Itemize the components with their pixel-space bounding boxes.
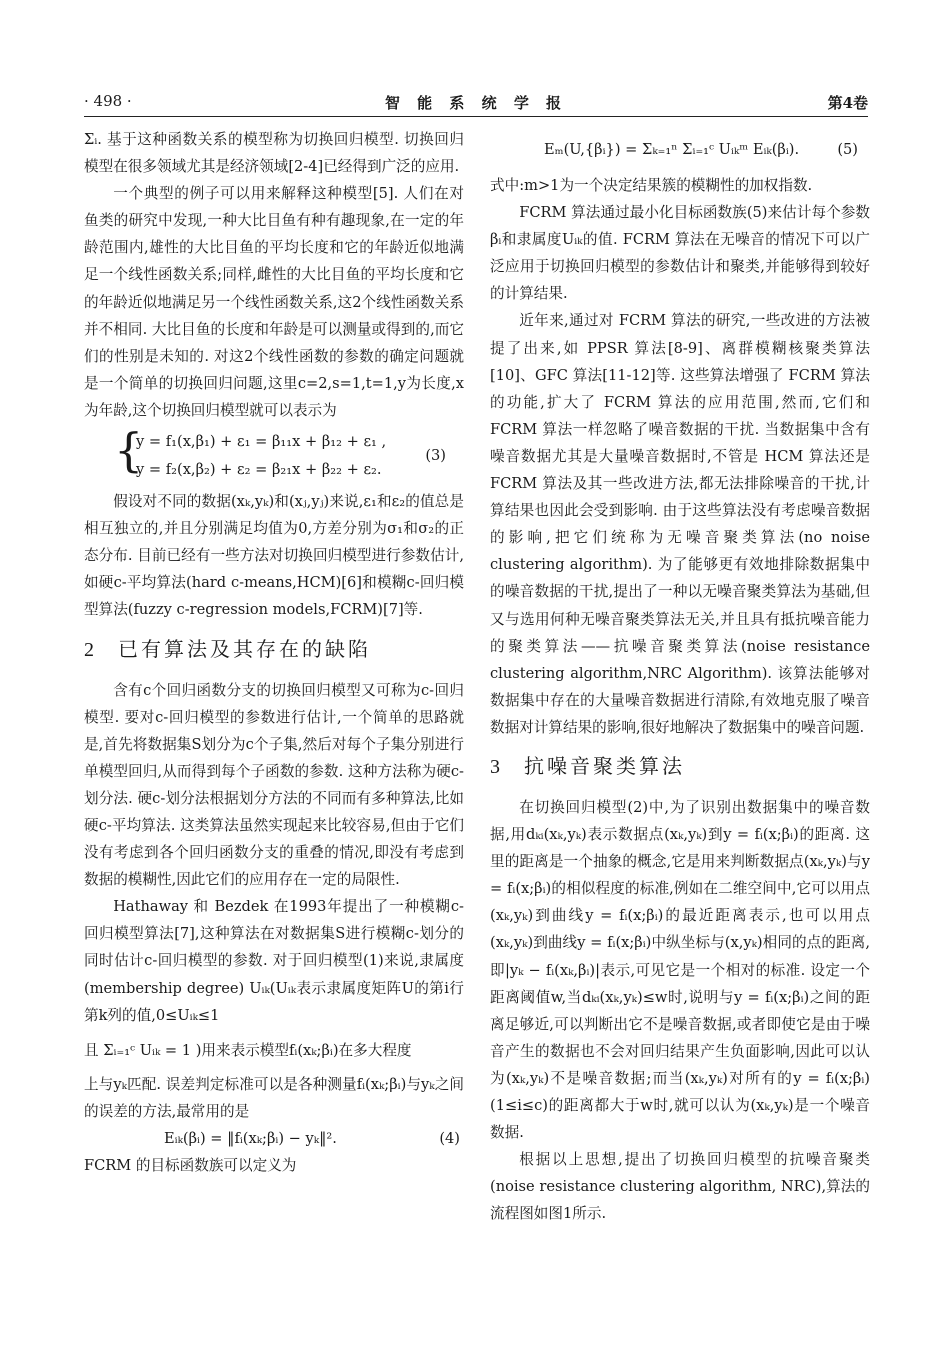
equation-line: y = f₂(x,β₂) + ε₂ = β₂₁x + β₂₂ + ε₂. [136, 461, 382, 479]
volume-label: 第4卷 [827, 94, 868, 112]
paragraph: Σᵢ. 基于这种函数关系的模型称为切换回归模型. 切换回归模型在很多领域尤其是经济领域[2-4]已经得到广泛的应用. [84, 131, 464, 176]
journal-title: 智 能 系 统 学 报 [384, 94, 568, 112]
equation-number: (5) [837, 141, 858, 158]
section-number: 2 [84, 638, 97, 661]
page-number: · 498 · [84, 92, 132, 110]
paragraph: 含有c个回归函数分支的切换回归模型又可称为c-回归模型. 要对c-回归模型的参数进行估计,一个简单的思路就是,首先将数据集S划分为c个子集,然后对每个子集分别进行单模型回归,从而得到每个子函数的参数. 这种方法称为硬c-划分法. 硬c-划分法根据划分方法的不同而有多种算法,比如硬c-平均算法. 这类算法虽然实现起来比较容易,但由于它们没有考虑到各个回归函数分支的重叠的情况,即没有考虑到数据的模糊性,因此它们的应用存在一定的局限性. [84, 681, 464, 889]
paragraph: 近年来,通过对 FCRM 算法的研究,一些改进的方法被提了出来,如 PPSR 算法[8-9]、离群模糊核聚类算法[10]、GFC 算法[11-12]等. 这些算法增强了 FCRM 算法的功能,扩大了 FCRM 算法的应用范围,然而,它们和 FCRM 算法一样忽略了噪音数据的干扰. 当数据集中含有噪音数据尤其是大量噪音数据时,不管是 HCM 算法还是 FCRM 算法及其一些改进方法,都无法排除噪音的干扰,计算结果也因此会受到影响. 由于这些算法没有考虑噪音数据的影响,把它们统称为无噪音聚类算法(no noise clustering algorithm). 为了能够更有效地排除数据集中的噪音数据的干扰,提出了一种以无噪音聚类算法为基础,但又与选用何种无噪音聚类算法无关,并且具有抵抗噪音能力的聚类算法——抗噪音聚类算法(noise resistance clustering algorithm,NRC Algorithm). 该算法能够对数据集中存在的大量噪音数据进行清除,有效地克服了噪音数据对计算结果的影响,很好地解决了数据集中的噪音问题. [490, 312, 870, 736]
equation-5 [490, 126, 870, 172]
right-column [490, 126, 870, 1227]
paragraph: 根据以上思想,提出了切换回归模型的抗噪音聚类(noise resistance clustering algorithm, NRC),算法的流程图如图1所示. [490, 1151, 870, 1223]
equation-body: Eₘ(U,{βᵢ}) = Σₖ₌₁ⁿ Σᵢ₌₁ᶜ Uᵢₖᵐ Eᵢₖ(βᵢ). [544, 141, 800, 158]
section-heading [490, 749, 870, 784]
paragraph-line: 且 Σᵢ₌₁ᶜ Uᵢₖ = 1 )用来表示模型fᵢ(xₖ;βᵢ)在多大程度 [84, 1041, 412, 1059]
equation-4 [84, 1125, 464, 1152]
paragraph: 一个典型的例子可以用来解释这种模型[5]. 人们在对鱼类的研究中发现,一种大比目鱼有种有趣现象,在一定的年龄范围内,雄性的大比目鱼的平均长度和它的年龄近似地满足一个线性函数关系;同样,雌性的大比目鱼的平均长度和它的年龄近似地满足另一个线性函数关系,这2个线性函数关系并不相同. 大比目鱼的长度和年龄是可以测量或得到的,而它们的性别是未知的. 对这2个线性函数的参数的确定问题就是一个简单的切换回归问题,这里c=2,s=1,t=1,y为长度,x为年龄,这个切换回归模型就可以表示为 [84, 185, 464, 419]
equation-number: (4) [439, 1129, 460, 1147]
equation-3 [84, 423, 464, 486]
paragraph: 假设对不同的数据(xₖ,yₖ)和(xⱼ,yⱼ)来说,ε₁和ε₂的值总是相互独立的,并且分别满足均值为0,方差分别为σ₁和σ₂的正态分布. 目前已经有一些方法对切换回归模型进行参数估计,如硬c-平均算法(hard c-means,HCM)[6]和模糊c-回归模型算法(fuzzy c-regression models,FCRM)[7]等. [84, 493, 464, 619]
paragraph: 在切换回归模型(2)中,为了识别出数据集中的噪音数据,用dₖᵢ(xₖ,yₖ)表示数据点(xₖ,yₖ)到y = fᵢ(x;βᵢ)的距离. 这里的距离是一个抽象的概念,它是用来判断数据点(xₖ,yₖ)与y = fᵢ(x;βᵢ)的相似程度的标准,例如在二维空间中,它可以用点(xₖ,yₖ)到曲线y = fᵢ(x;βᵢ)的最近距离表示,也可以用点(xₖ,yₖ)到曲线y = fᵢ(x;βᵢ)中纵坐标与(x,yₖ)相同的点的距离,即|yₖ − fᵢ(xₖ,βᵢ)|表示,可见它是一个相对的标准. 设定一个距离阈值w,当dₖᵢ(xₖ,yₖ)≤w时,说明与y = fᵢ(x;βᵢ)之间的距离足够近,可以判断出它不是噪音数据,或者即使它是由于噪音产生的数据也不会对回归结果产生负面影响,因此可以认为(xₖ,yₖ)不是噪音数据;而当(xₖ,yₖ)对所有的y = fᵢ(x;βᵢ) (1≤i≤c)的距离都大于w时,就可以认为(xₖ,yₖ)是一个噪音数据. [490, 798, 870, 1142]
paragraph: FCRM 算法通过最小化目标函数族(5)来估计每个参数βᵢ和隶属度Uᵢₖ的值. FCRM 算法在无噪音的情况下可以广泛应用于切换回归模型的参数估计和聚类,并能够得到较好的计算结果. [490, 204, 870, 303]
section-title: 已有算法及其存在的缺陷 [118, 636, 371, 661]
left-column [84, 126, 464, 1179]
section-heading [84, 632, 464, 667]
section-number: 3 [490, 755, 503, 778]
equation-line: y = f₁(x,β₁) + ε₁ = β₁₁x + β₁₂ + ε₁ , [136, 433, 387, 451]
summation-line [84, 1029, 464, 1071]
section-title: 抗噪音聚类算法 [524, 753, 685, 778]
paragraph: 式中:m>1为一个决定结果簇的模糊性的加权指数. [490, 177, 813, 194]
page-header [84, 88, 868, 117]
equation-number: (3) [425, 447, 446, 465]
brace-symbol: { [114, 423, 144, 478]
paragraph: FCRM 的目标函数族可以定义为 [84, 1157, 297, 1174]
equation-body: Eᵢₖ(βᵢ) = ‖fᵢ(xₖ;βᵢ) − yₖ‖². [164, 1129, 337, 1147]
paragraph: 上与yₖ匹配. 误差判定标准可以是各种测量fᵢ(xₖ;βᵢ)与yₖ之间的误差的方法,最常用的是 [84, 1075, 464, 1120]
paragraph: Hathaway 和 Bezdek 在1993年提出了一种模糊c-回归模型算法[7],这种算法在对数据集S进行模糊c-划分的同时估计c-回归模型的参数. 对于回归模型(1)来说,隶属度(membership degree) Uᵢₖ(Uᵢₖ表示隶属度矩阵U的第i行第k列的值,0≤Uᵢₖ≤1 [84, 898, 464, 1024]
